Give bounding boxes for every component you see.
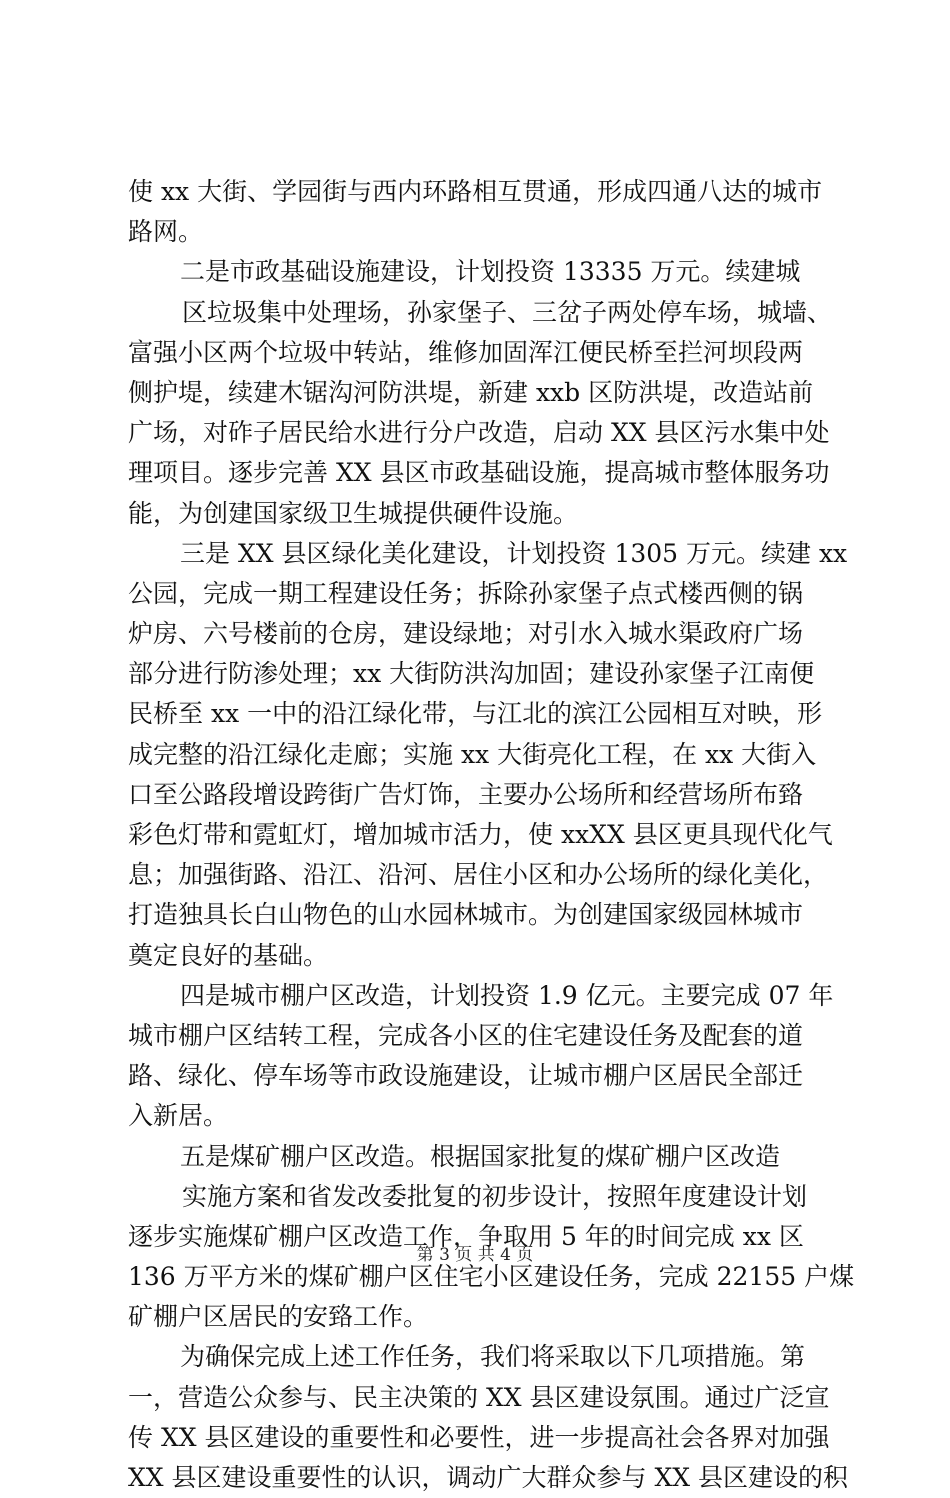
paragraph-start-line: 二是市政基础设施建设，计划投资 13335 万元。续建城 xyxy=(180,257,801,287)
text-line: 富强小区两个垃圾中转站，维修加固浑江便民桥至拦河坝段两 xyxy=(128,337,804,367)
text-line: 路网。 xyxy=(128,217,204,247)
text-line: 入新居。 xyxy=(128,1101,229,1131)
text-line: 公园，完成一期工程建设任务；拆除孙家堡子点式楼西侧的锅 xyxy=(128,578,804,608)
text-line: 一，营造公众参与、民主决策的 XX 县区建设氛围。通过广泛宣 xyxy=(128,1382,830,1412)
text-line: 民桥至 xx 一中的沿江绿化带，与江北的滨江公园相互对映，形 xyxy=(128,699,823,729)
text-line: 打造独具长白山物色的山水园林城市。为创建国家级园林城市 xyxy=(128,900,804,930)
text-line: 彩色灯带和霓虹灯，增加城市活力，使 xxXX 县区更具现代化气 xyxy=(128,820,833,849)
text-line: 矿棚户区居民的安臵工作。 xyxy=(128,1302,429,1332)
text-line: 部分进行防渗处理；xx 大街防洪沟加固；建设孙家堡子江南便 xyxy=(128,659,815,689)
text-line: 侧护堤，续建木锯沟河防洪堤，新建 xxb 区防洪堤，改造站前 xyxy=(128,377,814,407)
text-line: XX 县区建设重要性的认识，调动广大群众参与 XX 县区建设的积 xyxy=(128,1463,849,1492)
text-line: 路、绿化、停车场等市政设施建设，让城市棚户区居民全部迁 xyxy=(128,1061,804,1091)
paragraph-start-line: 为确保完成上述工作任务，我们将采取以下几项措施。第 xyxy=(180,1342,806,1372)
text-line: 实施方案和省发改委批复的初步设计，按照年度建设计划 xyxy=(182,1181,808,1211)
text-line: 城市棚户区结转工程，完成各小区的住宅建设任务及配套的道 xyxy=(128,1020,804,1050)
paragraph-start-line: 四是城市棚户区改造，计划投资 1.9 亿元。主要完成 07 年 xyxy=(180,980,834,1010)
document-body xyxy=(128,172,855,1498)
text-line: 奠定良好的基础。 xyxy=(128,940,329,970)
text-line: 成完整的沿江绿化走廊；实施 xx 大街亮化工程，在 xx 大街入 xyxy=(128,739,817,769)
text-line: 区垃圾集中处理场，孙家堡子、三岔子两处停车场，城墙、 xyxy=(182,297,833,327)
text-line: 炉房、六号楼前的仓房，建设绿地；对引水入城水渠政府广场 xyxy=(128,619,804,649)
text-line: 能，为创建国家级卫生城提供硬件设施。 xyxy=(128,498,579,528)
text-line: 口至公路段增设跨街广告灯饰，主要办公场所和经营场所布臵 xyxy=(128,779,804,809)
text-line: 逐步实施煤矿棚户区改造工作，争取用 5 年的时间完成 xx 区 xyxy=(128,1221,804,1251)
text-line: 使 xx 大街、学园街与西内环路相互贯通，形成四通八达的城市 xyxy=(128,177,823,206)
text-line: 理项目。逐步完善 XX 县区市政基础设施，提高城市整体服务功 xyxy=(128,458,830,488)
text-line: 广场，对砟子居民给水进行分户改造，启动 XX 县区污水集中处 xyxy=(128,418,830,448)
paragraph-start-line: 五是煤矿棚户区改造。根据国家批复的煤矿棚户区改造 xyxy=(180,1141,781,1171)
paragraph-start-line: 三是 XX 县区绿化美化建设，计划投资 1305 万元。续建 xx xyxy=(180,538,848,568)
text-line: 息；加强街路、沿江、沿河、居住小区和办公场所的绿化美化， xyxy=(128,860,829,890)
text-line: 136 万平方米的煤矿棚户区住宅小区建设任务，完成 22155 户煤 xyxy=(128,1262,855,1292)
text-line: 传 XX 县区建设的重要性和必要性，进一步提高社会各界对加强 xyxy=(128,1422,830,1452)
page-number-footer: 第 3 页 共 4 页 xyxy=(416,1245,534,1265)
